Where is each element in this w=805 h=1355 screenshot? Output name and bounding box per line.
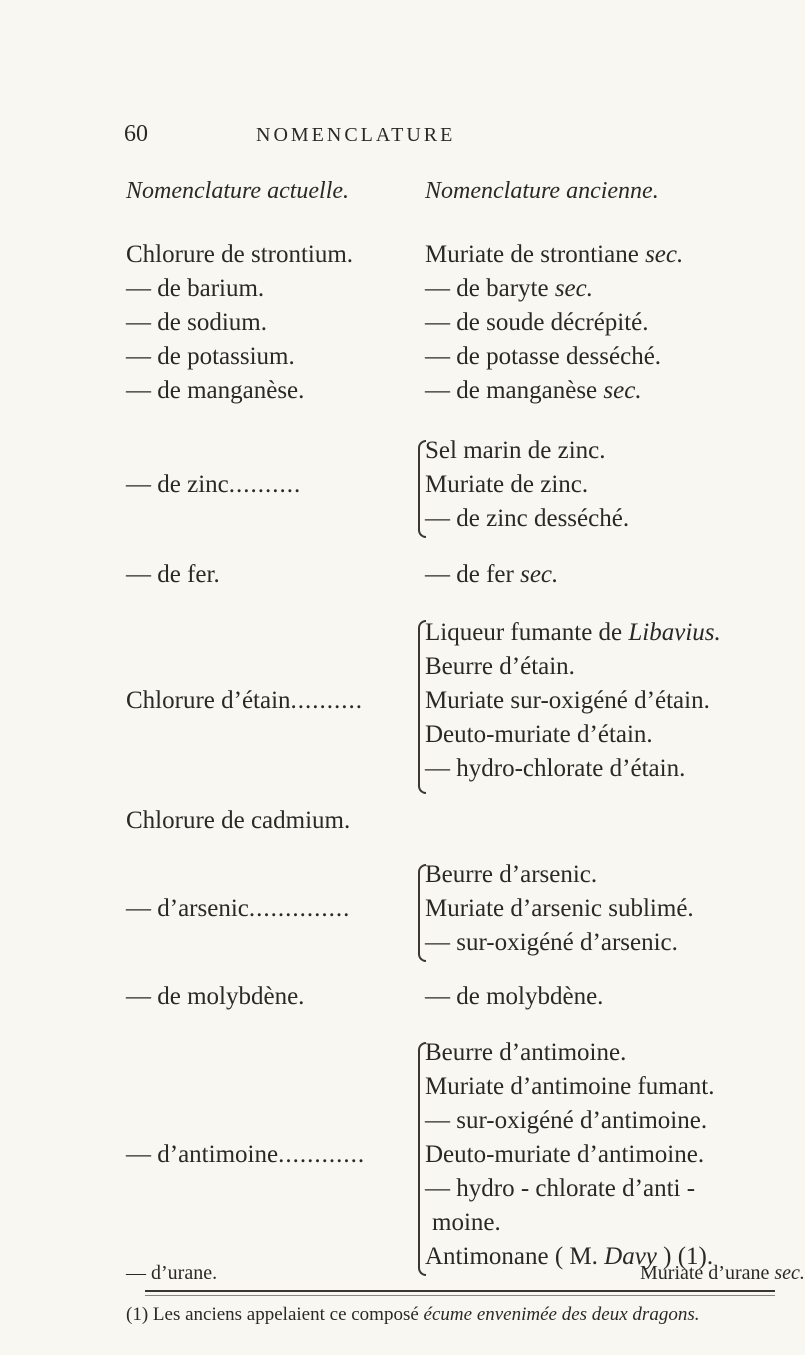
entry-arsenic-ancient-3: — sur-oxigéné d’arsenic.: [425, 929, 678, 956]
entry-antimoine-ancient-7: Antimonane ( M. Davy ) (1).: [425, 1243, 714, 1270]
entry-arsenic-ancient-1: Beurre d’arsenic.: [425, 861, 598, 888]
entry-etain-ancient-2: Beurre d’étain.: [425, 653, 575, 680]
entry-antimoine-ancient-1: Beurre d’antimoine.: [425, 1039, 627, 1066]
entry-zinc-ancient-2: Muriate de zinc.: [425, 471, 589, 498]
entry-zinc-ancient-3: — de zinc desséché.: [425, 505, 630, 532]
footnote-rule-thin: [145, 1295, 775, 1296]
entry-molybdene-current: — de molybdène.: [126, 983, 305, 1010]
entry-cadmium-current: Chlorure de cadmium.: [126, 807, 351, 834]
entry-zinc-ancient-1: Sel marin de zinc.: [425, 437, 606, 464]
running-head: NOMENCLATURE: [256, 124, 456, 146]
footnote: (1) Les anciens appelaient ce composé écume envenimée des deux dragons.: [126, 1304, 700, 1325]
entry-antimoine-ancient-3: — sur-oxigéné d’antimoine.: [425, 1107, 708, 1134]
entry-arsenic-current: — d’arsenic..............: [126, 895, 351, 922]
entry-manganese-ancient: — de manganèse sec.: [425, 377, 642, 404]
entry-etain-current: Chlorure d’étain..........: [126, 687, 364, 714]
entry-etain-ancient-4: Deuto-muriate d’étain.: [425, 721, 653, 748]
entry-urane-ancient: Muriate d’urane sec.: [640, 1262, 805, 1284]
entry-sodium-current: — de sodium.: [126, 309, 267, 336]
entry-sodium-ancient: — de soude décrépité.: [425, 309, 649, 336]
entry-etain-ancient-1: Liqueur fumante de Libavius.: [425, 619, 721, 646]
page-number: 60: [124, 121, 148, 147]
entry-etain-ancient-3: Muriate sur-oxigéné d’étain.: [425, 687, 710, 714]
entry-zinc-current: — de zinc..........: [126, 471, 302, 498]
column-header-ancient: Nomenclature ancienne.: [425, 178, 659, 204]
entry-antimoine-current: — d’antimoine............: [126, 1141, 366, 1168]
entry-molybdene-ancient: — de molybdène.: [425, 983, 604, 1010]
entry-arsenic-ancient-2: Muriate d’arsenic sublimé.: [425, 895, 694, 922]
entry-antimoine-ancient-5: — hydro - chlorate d’anti -: [425, 1175, 696, 1202]
column-header-current: Nomenclature actuelle.: [126, 178, 350, 204]
entry-barium-current: — de barium.: [126, 275, 265, 302]
footnote-rule: [145, 1290, 775, 1292]
entry-potassium-ancient: — de potasse desséché.: [425, 343, 662, 370]
entry-etain-ancient-5: — hydro-chlorate d’étain.: [425, 755, 686, 782]
entry-strontium-ancient: Muriate de strontiane sec.: [425, 241, 684, 268]
entry-antimoine-ancient-6: moine.: [432, 1209, 501, 1236]
entry-fer-ancient: — de fer sec.: [425, 561, 559, 588]
entry-urane-current: — d’urane.: [126, 1262, 218, 1284]
entry-barium-ancient: — de baryte sec.: [425, 275, 593, 302]
entry-manganese-current: — de manganèse.: [126, 377, 305, 404]
entry-potassium-current: — de potassium.: [126, 343, 295, 370]
entry-strontium-current: Chlorure de strontium.: [126, 241, 354, 268]
entry-antimoine-ancient-2: Muriate d’antimoine fumant.: [425, 1073, 715, 1100]
entry-antimoine-ancient-4: Deuto-muriate d’antimoine.: [425, 1141, 705, 1168]
entry-fer-current: — de fer.: [126, 561, 220, 588]
